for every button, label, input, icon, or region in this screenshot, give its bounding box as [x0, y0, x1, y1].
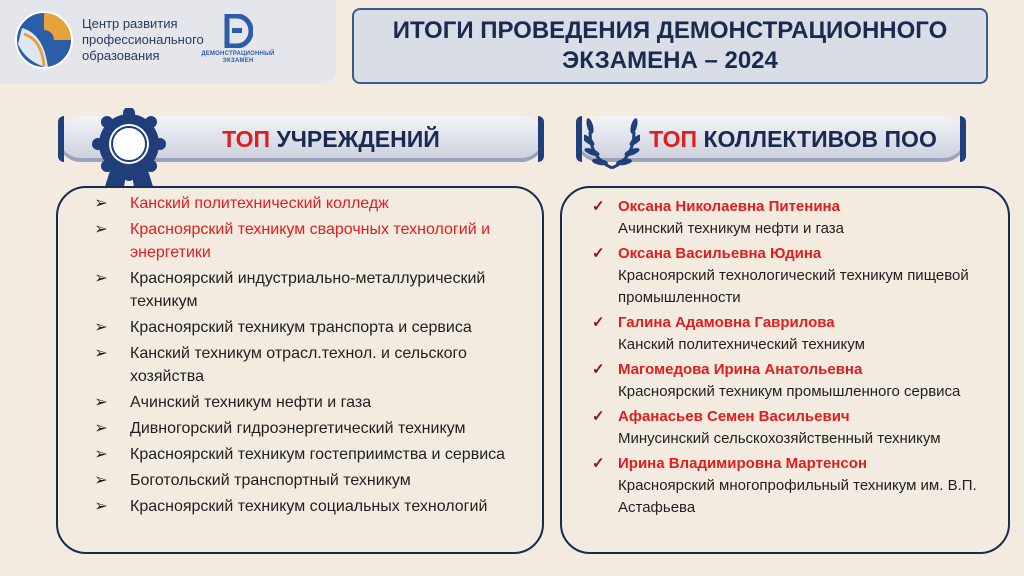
team-item [592, 196, 1006, 240]
team-leader-name: Галина Адамовна Гаврилова [618, 314, 835, 331]
team-organization: Красноярский многопрофильный техникум им. В.П. Астафьева [618, 477, 977, 516]
institution-item [92, 495, 532, 518]
logo-panel [0, 0, 336, 84]
laurel-wreath-icon [584, 108, 640, 172]
institution-item [92, 342, 532, 388]
team-leader-name: Ирина Владимировна Мартенсон [618, 455, 867, 472]
institution-item [92, 316, 532, 339]
arrow-bullet-icon: ➢ [94, 345, 108, 362]
team-leader-name: Оксана Николаевна Питенина [618, 198, 840, 215]
arrow-bullet-icon: ➢ [94, 446, 108, 463]
institution-name: Ачинский техникум нефти и газа [130, 394, 372, 411]
team-organization: Ачинский техникум нефти и газа [618, 220, 845, 237]
institution-item [92, 267, 532, 313]
institution-name: Красноярский техникум социальных технологий [130, 498, 488, 515]
demo-logo-line1: ДЕМОНСТРАЦИОННЫЙ [201, 51, 275, 57]
institution-name: Красноярский техникум гостеприимства и сервиса [130, 446, 506, 463]
team-organization: Красноярский технологический техникум пищевой промышленности [618, 267, 969, 306]
team-leader-name: Афанасьев Семен Васильевич [618, 408, 850, 425]
team-item [592, 453, 1006, 519]
institution-item [92, 469, 532, 492]
team-leader-row [592, 453, 1006, 475]
institution-name: Канский политехнический колледж [130, 195, 389, 212]
institution-name: Красноярский индустриально-металлурический техникум [130, 270, 486, 310]
institution-name: Красноярский техникум сварочных технологий и энергетики [130, 221, 491, 261]
team-leader-row [592, 196, 1006, 218]
institution-name: Канский техникум отрасл.технол. и сельского хозяйства [130, 345, 467, 385]
team-item [592, 243, 1006, 309]
team-leader-name: Магомедова Ирина Анатольевна [618, 361, 863, 378]
institution-item [92, 417, 532, 440]
teams-list [592, 196, 1006, 522]
arrow-bullet-icon: ➢ [94, 221, 108, 238]
team-item [592, 406, 1006, 450]
org-name: Центр развития профессионального образования [82, 16, 204, 63]
check-icon: ✓ [592, 198, 605, 215]
cpro-logo-icon [14, 10, 74, 70]
check-icon: ✓ [592, 361, 605, 378]
institution-item [92, 391, 532, 414]
team-leader-row [592, 312, 1006, 334]
demo-logo-line2: ЭКЗАМЕН [222, 58, 254, 64]
title-line2: ЭКЗАМЕНА – 2024 [562, 47, 778, 74]
arrow-bullet-icon: ➢ [94, 394, 108, 411]
top-institutions-highlight: ТОП [222, 125, 271, 152]
arrow-bullet-icon: ➢ [94, 498, 108, 515]
institution-item [92, 443, 532, 466]
demo-exam-logo [198, 14, 278, 65]
arrow-bullet-icon: ➢ [94, 319, 108, 336]
check-icon: ✓ [592, 314, 605, 331]
team-organization: Красноярский техникум промышленного сервиса [618, 383, 961, 400]
institution-name: Боготольский транспортный техникум [130, 472, 411, 489]
team-leader-row [592, 243, 1006, 265]
check-icon: ✓ [592, 408, 605, 425]
check-icon: ✓ [592, 455, 605, 472]
top-institutions-title: УЧРЕЖДЕНИЙ [276, 125, 440, 152]
title-line1: ИТОГИ ПРОВЕДЕНИЯ ДЕМОНСТРАЦИОННОГО [392, 17, 948, 44]
arrow-bullet-icon: ➢ [94, 420, 108, 437]
institution-item [92, 192, 532, 215]
arrow-bullet-icon: ➢ [94, 472, 108, 489]
check-icon: ✓ [592, 245, 605, 262]
team-organization: Минусинский сельскохозяйственный техникум [618, 430, 941, 447]
institutions-list [92, 192, 532, 521]
institution-name: Дивногорский гидроэнергетический техникум [130, 420, 466, 437]
top-teams-highlight: ТОП [649, 125, 698, 152]
institution-name: Красноярский техникум транспорта и сервиса [130, 319, 472, 336]
institution-item [92, 218, 532, 264]
demo-exam-icon [223, 14, 253, 48]
arrow-bullet-icon: ➢ [94, 270, 108, 287]
team-item [592, 359, 1006, 403]
team-leader-name: Оксана Васильевна Юдина [618, 245, 822, 262]
team-leader-row [592, 359, 1006, 381]
team-organization: Канский политехнический техникум [618, 336, 865, 353]
page-title [352, 8, 988, 84]
top-teams-title: КОЛЛЕКТИВОВ ПОО [703, 125, 937, 152]
team-item [592, 312, 1006, 356]
arrow-bullet-icon: ➢ [94, 195, 108, 212]
team-leader-row [592, 406, 1006, 428]
